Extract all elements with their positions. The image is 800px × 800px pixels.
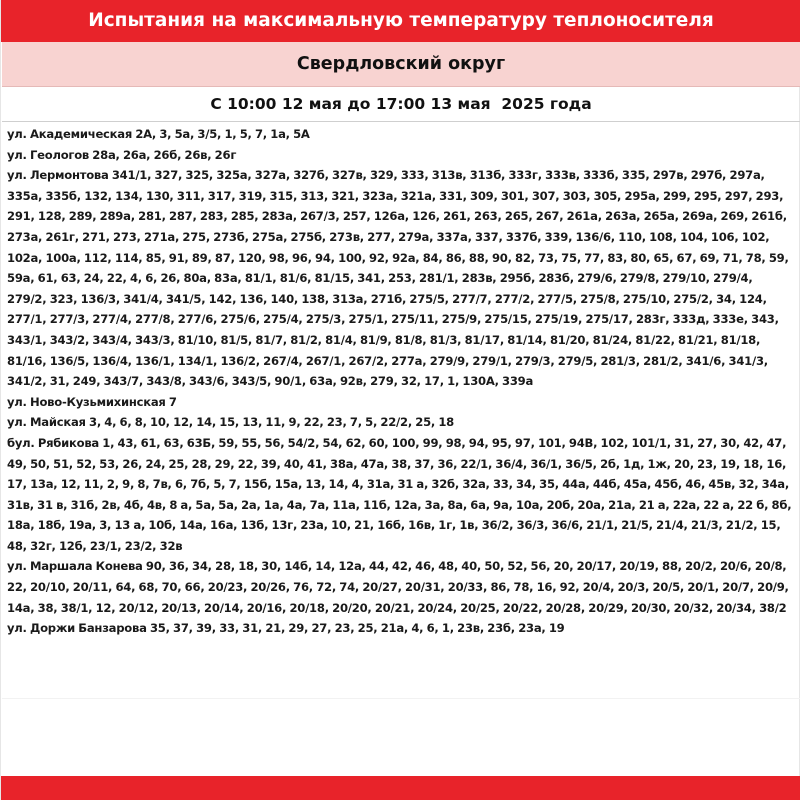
address-entry-lermontova: ул. Лермонтова 341/1, 327, 325, 325а, 327а, 327б, 327в, 329, 333, 313в, 313б, 333г, 333в, 333б, 335, 297в, 297б, 297а, 335а, 335б, 132, 134, 130, 311, 317, 319, 315, 313, 321, 323а, 321а, 331, 309, 301, 307, 303, 305, 295а, 299, 295, 297, 293, 291, 128, 289, 289а, 281, 287, 283, 285, 283а, 267/3, 257, 126а, 126, 261, 263, 265, 267, 261а, 263а, 265а, 269а, 269, 261б, 273а, 261г, 271, 273, 271а, 275, 273б, 275а, 275б, 273в, 277, 279а, 337а, 337, 337б, 339, 136/6, 110, 108, 104, 106, 102, 102а, 100а, 112, 114, 85, 91, 89, 87, 120, 98, 96, 94, 100, 92, 92а, 84, 86, 88, 90, 82, 73, 75, 77, 83, 80, 65, 67, 69, 71, 78, 59, 59а, 61, 63, 24, 22, 4, 6, 26, 80а, 83а, 81/1, 81/6, 81/15, 341, 253, 281/1, 283в, 295б, 283б, 279/6, 279/8, 279/10, 279/4, 279/2, 323, 136/3, 341/4, 341/5, 142, 136, 140, 138, 313а, 271б, 275/5, 277/7, 277/2, 277/5, 275/8, 275/10, 275/2, 34, 124, 277/1, 277/3, 277/4, 277/8, 277/6, 275/6, 275/4, 275/3, 275/1, 275/11, 275/9, 275/15, 275/19, 275/17, 283г, 333д, 333е, 343, 343/1, 343/2, 343/4, 343/3, 81/10, 81/5, 81/7, 81/2, 81/4, 81/9, 81/8, 81/3, 81/17, 81/14, 81/20, 81/24, 81/22, 81/21, 81/18, 81/16, 136/5, 136/4, 136/1, 134/1, 136/2, 267/4, 267/1, 267/2, 277а, 279/9, 279/1, 279/3, 279/5, 281/3, 281/2, 341/6, 341/3, 341/2, 31, 249, 343/7, 343/8, 343/6, 343/5, 90/1, 63а, 92в, 279, 32, 17, 1, 130А, 339а	[7, 168, 789, 389]
address-entry-mayskaya: ул. Майская 3, 4, 6, 8, 10, 12, 14, 15, 13, 11, 9, 22, 23, 7, 5, 22/2, 25, 18	[7, 415, 455, 430]
content-bottom-divider	[2, 698, 800, 699]
address-entry-akademicheskaya: ул. Академическая 2А, 3, 5а, 3/5, 1, 5, 7, 1а, 5А	[7, 127, 310, 141]
address-entry-dorzhi-banzarova: ул. Доржи Банзарова 35, 37, 39, 33, 31, 21, 29, 27, 23, 25, 21а, 4, 6, 1, 23в, 23б, 23а, 19	[7, 621, 565, 636]
footer-bar	[1, 776, 800, 800]
address-entry-marshala-koneva: ул. Маршала Конева 90, 36, 34, 28, 18, 30, 14б, 14, 12а, 44, 42, 46, 48, 40, 50, 52, 56, 20, 20/17, 20/19, 88, 20/2, 20/6, 20/8, 22, 20/10, 20/11, 64, 68, 70, 66, 20/23, 20/26, 76, 72, 74, 20/27, 20/31, 20/33, 86, 78, 16, 92, 20/4, 20/3, 20/5, 20/1, 20/7, 20/9, 14а, 38, 38/1, 12, 20/12, 20/13, 20/14, 20/16, 20/18, 20/20, 20/21, 20/24, 20/25, 20/22, 20/28, 20/29, 20/30, 20/32, 20/34, 38/2	[7, 559, 789, 615]
address-entry-geologov: ул. Геологов 28а, 26а, 26б, 26в, 26г	[7, 147, 237, 162]
address-entry-novo-kuzmikhinskaya: ул. Ново-Кузьмихинская 7	[7, 394, 177, 409]
test-period	[2, 87, 800, 122]
address-list	[7, 124, 795, 654]
notice-title: Испытания на максимальную температуру теплоносителя	[1, 0, 800, 42]
address-entry-ryabikova: бул. Рябикова 1, 43, 61, 63, 63Б, 59, 55, 56, 54/2, 54, 62, 60, 100, 99, 98, 94, 95, 97, 101, 94В, 102, 101/1, 31, 27, 30, 42, 47, 49, 50, 51, 52, 53, 26, 24, 25, 28, 29, 22, 39, 40, 41, 38а, 47а, 38, 37, 36, 22/1, 36/4, 36/1, 36/5, 2б, 1д, 1ж, 20, 23, 19, 18, 16, 17, 13а, 12, 11, 2, 9, 8, 7в, 6, 7б, 5, 7, 15б, 15а, 13, 14, 4, 31а, 31 а, 32б, 32а, 33, 34, 35, 44а, 44б, 45а, 45б, 46, 45в, 32, 34а, 31в, 31 в, 31б, 2в, 4б, 4в, 8 а, 5а, 5а, 2а, 1а, 4а, 7а, 11а, 11б, 12а, 3а, 8а, 6а, 9а, 10а, 20б, 20а, 21а, 21 а, 22а, 22 а, 22 б, 8б, 18а, 18б, 19а, 3, 13 а, 10б, 14а, 16а, 13б, 13г, 23а, 10, 21, 16б, 16в, 1г, 1в, 36/2, 36/3, 36/6, 21/1, 21/5, 21/4, 21/3, 21/2, 15, 48, 32г, 12б, 23/1, 23/2, 32в	[7, 435, 792, 553]
district-name: Свердловский округ	[2, 42, 800, 87]
test-period-text: С 10:00 12 мая до 17:00 13 мая 2025 года	[210, 95, 592, 113]
